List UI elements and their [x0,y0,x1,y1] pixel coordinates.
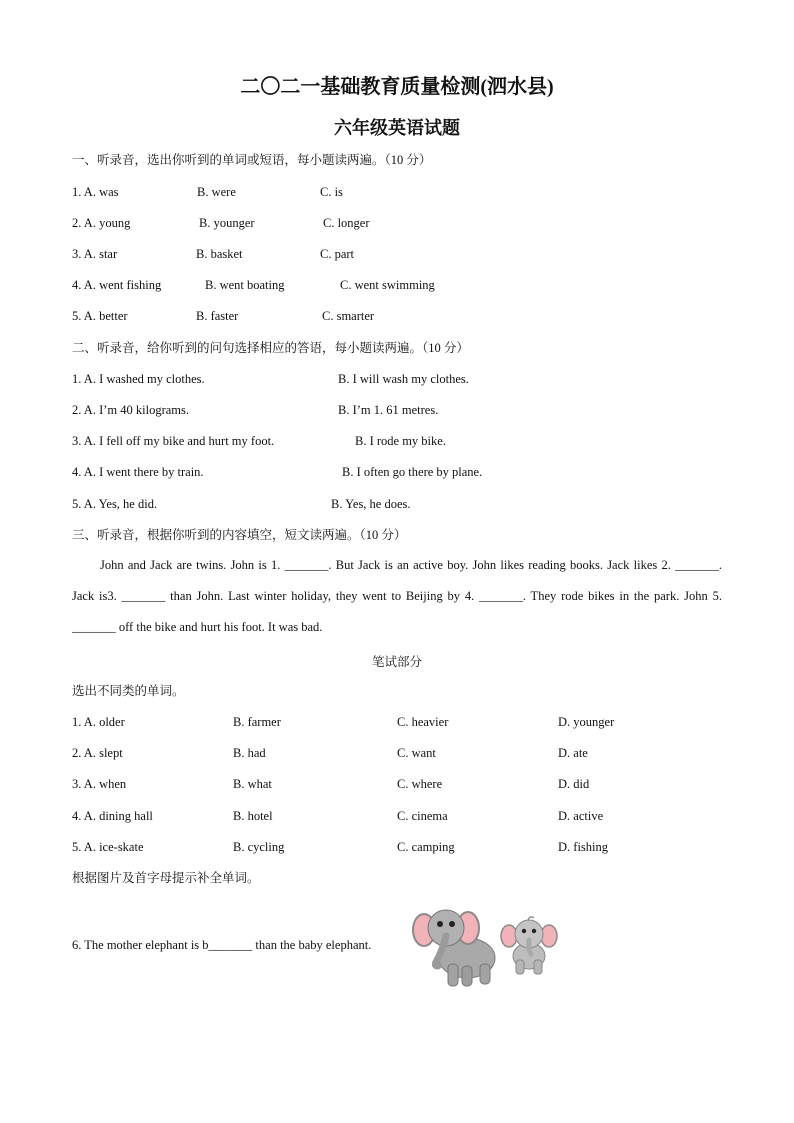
exam-title: 二〇二一基础教育质量检测(泗水县) [240,76,554,98]
part3-passage: John and Jack are twins. John is 1. _______. But Jack is an active boy. John likes reading books. Jack likes 2. _______. Jack is3. _______ than John. Last winter holiday, they went to Beijing by 4. _______. They rode bikes in the park. John 5. _______ off the bike and hurt his foot. It was bad. [72,558,722,634]
part3-heading: 三、听录音，根据你听到的内容填空，短文读两遍。（10 分） [72,528,407,542]
odd-one-out-heading: 选出不同类的单词。 [72,684,185,698]
written-section-heading: 笔试部分 [371,655,422,669]
part1-heading: 一、听录音，选出你听到的单词或短语，每小题读两遍。（10 分） [72,153,432,167]
part2-heading: 二、听录音，给你听到的问句选择相应的答语，每小题读两遍。（10 分） [72,341,469,355]
question-6: 6. The mother elephant is b_______ than the baby elephant. [72,938,372,952]
exam-subtitle: 六年级英语试题 [334,118,460,138]
baby-elephant-image [500,912,558,976]
fill-word-heading: 根据图片及首字母提示补全单词。 [72,871,260,885]
mother-elephant-image [412,902,502,990]
